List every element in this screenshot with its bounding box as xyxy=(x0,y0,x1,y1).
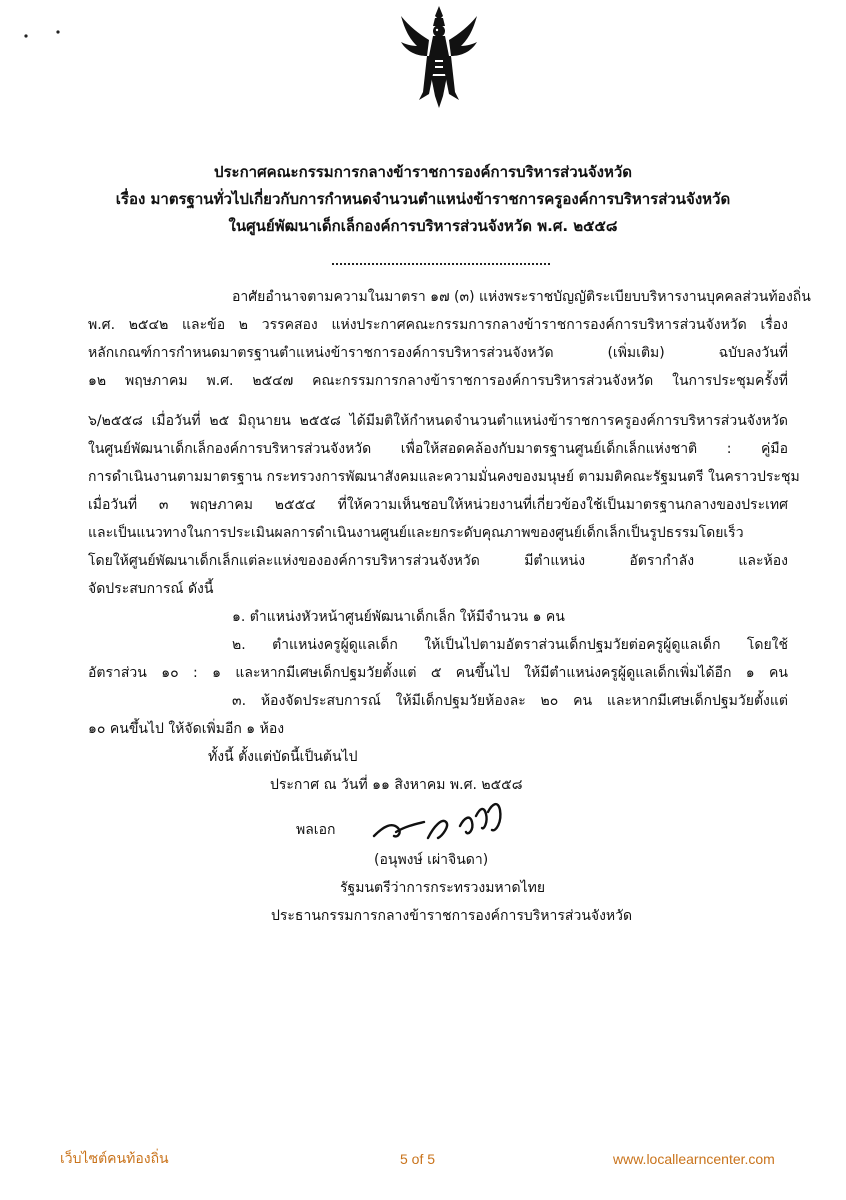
body-line: เมื่อวันที่ ๓ พฤษภาคม ๒๕๕๔ ที่ให้ความเห็นชอบให้หน่วยงานที่เกี่ยวข้องใช้เป็นมาตรฐานกลางของประเทศ xyxy=(88,497,788,513)
body-line: อาศัยอำนาจตามความในมาตรา ๑๗ (๓) แห่งพระราชบัญญัติระเบียบบริหารงานบุคคลส่วนท้องถิ่น xyxy=(232,289,811,305)
footer-url[interactable]: www.locallearncenter.com xyxy=(613,1151,775,1167)
effective-statement: ทั้งนี้ ตั้งแต่บัดนี้เป็นต้นไป xyxy=(208,749,358,765)
signer-position: รัฐมนตรีว่าการกระทรวงมหาดไทย xyxy=(340,880,546,896)
body-line: หลักเกณฑ์การกำหนดมาตรฐานตำแหน่งข้าราชการองค์การบริหารส่วนจังหวัด (เพิ่มเติม) ฉบับลงวันที่ xyxy=(88,345,788,361)
body-line: และเป็นแนวทางในการประเมินผลการดำเนินงานศูนย์และยกระดับคุณภาพของศูนย์เด็กเล็กเป็นรูปธรรมโดยเร็ว xyxy=(88,525,744,541)
announcement-date: ประกาศ ณ วันที่ ๑๑ สิงหาคม พ.ศ. ๒๕๕๘ xyxy=(270,777,523,793)
handwritten-signature xyxy=(372,792,522,852)
list-item: ๑๐ คนขึ้นไป ให้จัดเพิ่มอีก ๑ ห้อง xyxy=(88,721,285,737)
body-line: ๖/๒๕๕๘ เมื่อวันที่ ๒๕ มิถุนายน ๒๕๕๘ ได้มีมติให้กำหนดจำนวนตำแหน่งข้าราชการครูองค์การบริหารส่วนจังหวัด xyxy=(88,413,788,429)
body-line: ๑๒ พฤษภาคม พ.ศ. ๒๕๔๗ คณะกรรมการกลางข้าราชการองค์การบริหารส่วนจังหวัด ในการประชุมครั้งที่ xyxy=(88,373,788,389)
page-number: 5 of 5 xyxy=(400,1151,436,1167)
list-item: ๑. ตำแหน่งหัวหน้าศูนย์พัฒนาเด็กเล็ก ให้มีจำนวน ๑ คน xyxy=(232,609,565,625)
announcement-heading: ประกาศคณะกรรมการกลางข้าราชการองค์การบริหารส่วนจังหวัด xyxy=(213,163,633,181)
body-line: โดยให้ศูนย์พัฒนาเด็กเล็กแต่ละแห่งขององค์การบริหารส่วนจังหวัด มีตำแหน่ง อัตรากำลัง และห้อง xyxy=(88,553,788,569)
list-item: ๓. ห้องจัดประสบการณ์ ให้มีเด็กปฐมวัยห้องละ ๒๐ คน และหากมีเศษเด็กปฐมวัยตั้งแต่ xyxy=(232,693,788,709)
body-line: พ.ศ. ๒๕๔๒ และข้อ ๒ วรรคสอง แห่งประกาศคณะกรรมการกลางข้าราชการองค์การบริหารส่วนจังหวัด เรื่อง xyxy=(88,317,788,333)
heading-separator xyxy=(332,263,550,265)
signer-position-chair: ประธานกรรมการกลางข้าราชการองค์การบริหารส่วนจังหวัด xyxy=(271,908,633,924)
signer-name: (อนุพงษ์ เผ่าจินดา) xyxy=(374,852,489,868)
garuda-emblem-icon xyxy=(397,4,481,112)
list-item: อัตราส่วน ๑๐ : ๑ และหากมีเศษเด็กปฐมวัยตั้งแต่ ๕ คนขึ้นไป ให้มีตำแหน่งครูผู้ดูแลเด็กเพิ่มได้อีก ๑ คน xyxy=(88,665,788,681)
list-item: ๒. ตำแหน่งครูผู้ดูแลเด็ก ให้เป็นไปตามอัตราส่วนเด็กปฐมวัยต่อครูผู้ดูแลเด็ก โดยใช้ xyxy=(232,637,788,653)
scan-specks xyxy=(22,30,72,50)
body-line: จัดประสบการณ์ ดังนี้ xyxy=(88,581,214,597)
body-line: การดำเนินงานตามมาตรฐาน กระทรวงการพัฒนาสังคมและความมั่นคงของมนุษย์ ตามมติคณะรัฐมนตรี ในคราวประชุม xyxy=(88,469,800,485)
body-line: ในศูนย์พัฒนาเด็กเล็กองค์การบริหารส่วนจังหวัด เพื่อให้สอดคล้องกับมาตรฐานศูนย์เด็กเล็กแห่งชาติ : คู่มือ xyxy=(88,441,788,457)
signer-rank: พลเอก xyxy=(296,822,336,838)
announcement-subject: เรื่อง มาตรฐานทั่วไปเกี่ยวกับการกำหนดจำนวนตำแหน่งข้าราชการครูองค์การบริหารส่วนจังหวัด xyxy=(115,190,731,208)
footer-site-name: เว็บไซต์คนท้องถิ่น xyxy=(60,1151,169,1167)
announcement-subject-cont: ในศูนย์พัฒนาเด็กเล็กองค์การบริหารส่วนจังหวัด พ.ศ. ๒๕๕๘ xyxy=(228,217,618,235)
